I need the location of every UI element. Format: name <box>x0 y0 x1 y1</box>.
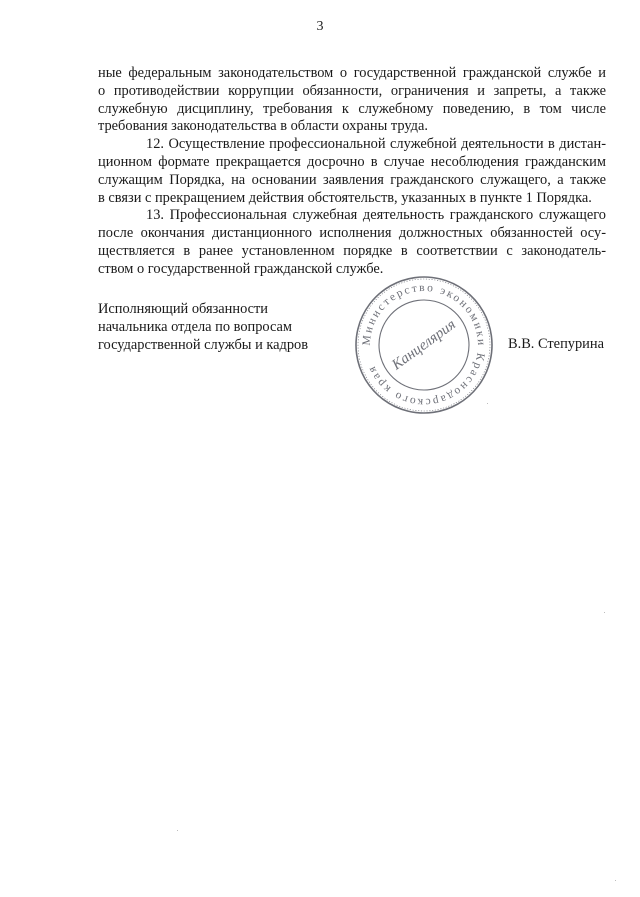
text-line: служащим Порядка, на основании заявления гражданского служащего, а также <box>98 171 606 188</box>
position-line: государственной службы и кадров <box>98 337 309 353</box>
body-text <box>98 65 606 279</box>
text-line: ные федеральным законодательством о государственной гражданской службе и <box>98 65 606 81</box>
position-line: Исполняющий обязанности <box>98 301 269 317</box>
text-line: о противодействии коррупции обязанности, ограничения и запреты, а также <box>98 82 606 99</box>
text-line: требования законодательства в области охраны труда. <box>98 118 428 135</box>
text-line: ционном формате прекращается досрочно в случае несоблюдения гражданским <box>98 153 606 170</box>
text-line: 13. Профессиональная служебная деятельность гражданского служащего <box>146 207 606 224</box>
signatory-position <box>98 300 358 354</box>
stamp-center-text: Канцелярия <box>389 316 459 374</box>
text-line: служебную дисциплину, требования к служебному поведению, в том числе <box>98 100 606 117</box>
text-line: 12. Осуществление профессиональной служебной деятельности в дистан- <box>146 136 606 153</box>
paragraph-12 <box>98 136 606 207</box>
position-line: начальника отдела по вопросам <box>98 319 293 335</box>
official-stamp <box>353 274 495 416</box>
stamp-outer-text: Министерство экономики Краснодарского края <box>360 281 488 409</box>
paragraph-continuation <box>98 65 606 136</box>
signatory-name: В.В. Степурина <box>508 336 604 352</box>
text-line: после окончания дистанционного исполнения должностных обязанностей осу- <box>98 225 606 242</box>
text-line: в связи с прекращением действия обстоятельств, указанных в пункте 1 Порядка. <box>98 189 592 206</box>
text-line: ством о государственной гражданской службе. <box>98 260 384 277</box>
paragraph-13 <box>98 207 606 278</box>
page-number: 3 <box>316 19 324 34</box>
text-line: ществляется в ранее установленном порядке в соответствии с законодатель- <box>98 242 606 259</box>
